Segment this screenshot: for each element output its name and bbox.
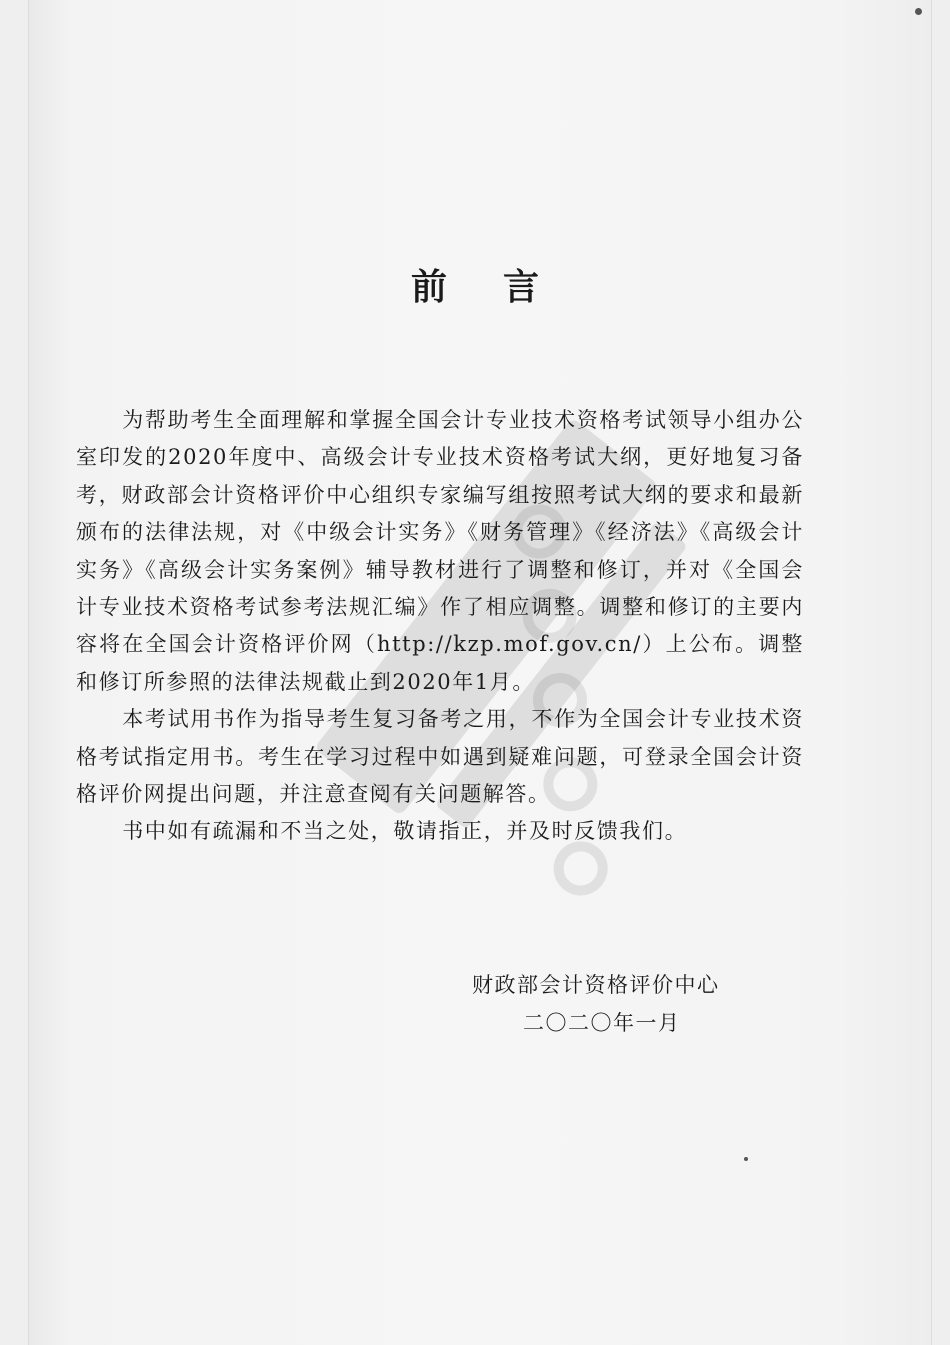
scan-speck xyxy=(915,8,922,15)
paragraph-2: 本考试用书作为指导考生复习备考之用，不作为全国会计专业技术资格考试指定用书。考生在学习过程中如遇到疑难问题，可登录全国会计资格评价网提出问题，并注意查阅有关问题解答。 xyxy=(76,707,804,807)
scan-speck xyxy=(744,1157,748,1161)
paragraph-1: 为帮助考生全面理解和掌握全国会计专业技术资格考试领导小组办公室印发的2020年度中、高级会计专业技术资格考试大纲，更好地复习备考，财政部会计资格评价中心组织专家编写组按照考试大纲的要求和最新颁布的法律法规，对《中级会计实务》《财务管理》《经济法》《高级会计实务》《高级会计实务案例》辅导教材进行了调整和修订，并对《全国会计专业技术资格考试参考法规汇编》作了相应调整。调整和修订的主要内容将在全国会计资格评价网（http://kzp.mof.gov.cn/）上公布。调整和修订所参照的法律法规截止到2020年1月。 xyxy=(76,408,804,694)
page-title: 前言 xyxy=(410,266,595,308)
signature-date: 二〇二〇年一月 xyxy=(523,1011,681,1035)
signature-organization: 财政部会计资格评价中心 xyxy=(472,973,720,997)
paragraph-3: 书中如有疏漏和不当之处，敬请指正，并及时反馈我们。 xyxy=(122,819,688,844)
body-text xyxy=(76,402,804,851)
